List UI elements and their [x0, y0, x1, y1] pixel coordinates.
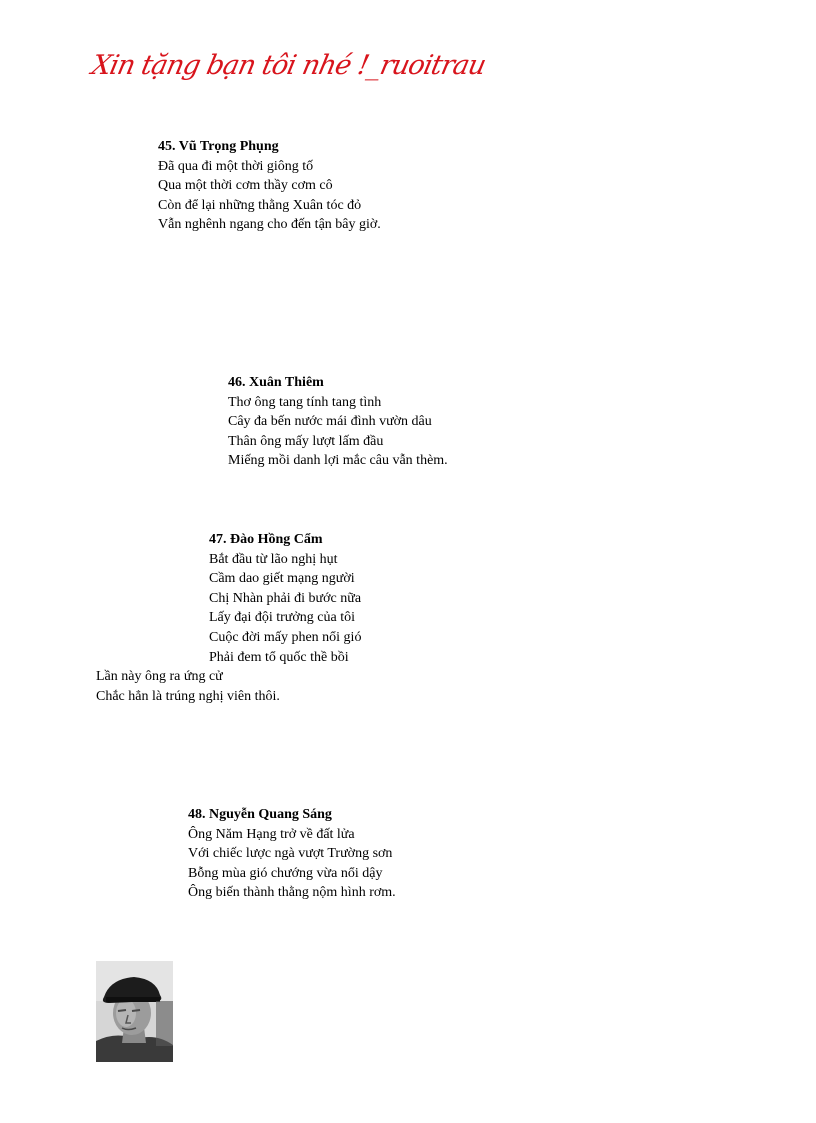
- poem-line: Phải đem tổ quốc thề bồi: [209, 649, 349, 665]
- poem-48: [188, 805, 396, 903]
- poem-line: Chị Nhàn phải đi bước nữa: [209, 590, 362, 606]
- poem-line: Thân ông mấy lượt lấm đầu: [228, 433, 384, 449]
- poem-line: Ông biến thành thằng nộm hình rơm.: [188, 885, 396, 901]
- poem-line: Ông Năm Hạng trở về đất lửa: [188, 826, 355, 842]
- poem-line: Thơ ông tang tính tang tình: [228, 394, 382, 410]
- dedication-banner: Xin tặng bạn tôi nhé !_ruoitrau: [88, 50, 489, 81]
- portrait-image: [96, 961, 173, 1062]
- poem-line: Cây đa bến nước mái đình vườn dâu: [228, 414, 432, 430]
- poem-line: Miếng mồi danh lợi mắc câu vẫn thèm.: [228, 453, 448, 469]
- portrait-photo: [96, 961, 173, 1062]
- poem-line: Cuộc đời mấy phen nổi gió: [209, 629, 362, 645]
- poem-line: Bắt đầu từ lão nghị hụt: [209, 551, 338, 567]
- poem-line: Qua một thời cơm thầy cơm cô: [158, 178, 333, 194]
- poem-title: 47. Đào Hồng Cẩm: [209, 532, 323, 547]
- poem-title: 46. Xuân Thiêm: [228, 375, 324, 390]
- poem-line: Cầm dao giết mạng người: [209, 571, 355, 587]
- poem-title: 48. Nguyễn Quang Sáng: [188, 807, 332, 822]
- poem-line: Lần này ông ra ứng cử: [96, 669, 223, 685]
- poem-47: [96, 530, 393, 706]
- poem-line: Bỗng mùa gió chướng vừa nổi dậy: [188, 865, 383, 881]
- poem-title: 45. Vũ Trọng Phụng: [158, 139, 279, 154]
- poem-line: Đã qua đi một thời giông tố: [158, 158, 314, 174]
- poem-line: Còn để lại những thằng Xuân tóc đỏ: [158, 197, 362, 213]
- poem-line: Vẫn nghênh ngang cho đến tận bây giờ.: [158, 217, 381, 233]
- poem-45: [158, 137, 381, 235]
- poem-line: Lấy đại đội trưởng của tôi: [209, 610, 356, 626]
- poem-46: [228, 373, 448, 471]
- poem-line: Với chiếc lược ngà vượt Trường sơn: [188, 846, 393, 862]
- poem-line: Chắc hẳn là trúng nghị viên thôi.: [96, 688, 280, 704]
